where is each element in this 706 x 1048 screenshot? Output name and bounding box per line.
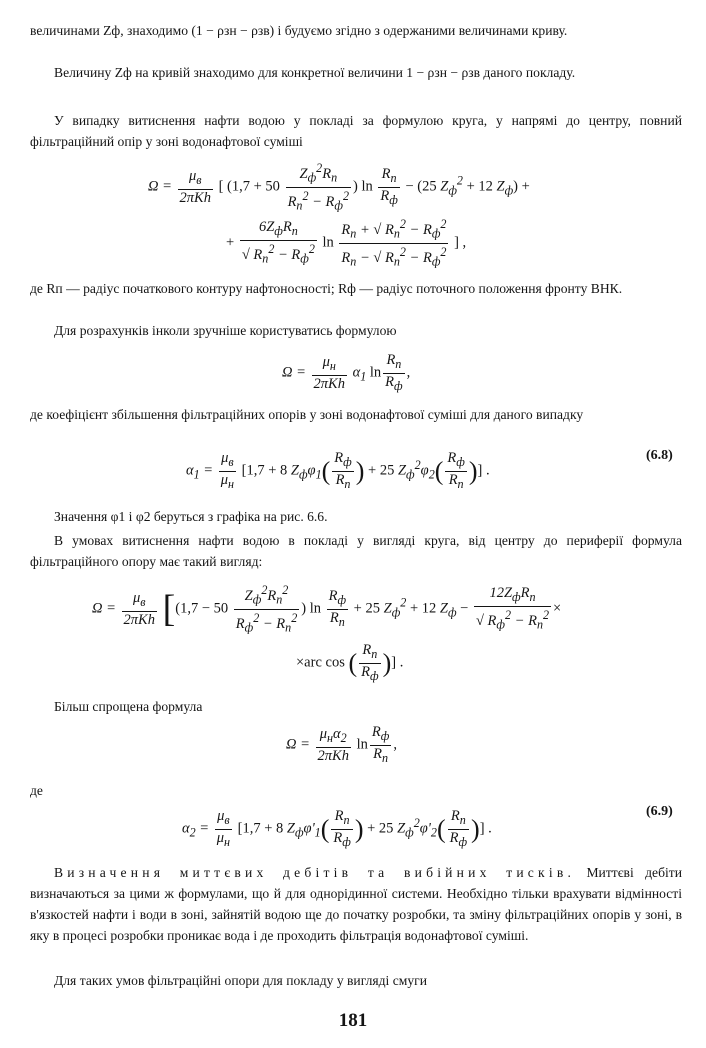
paragraph-instant-rates bbox=[30, 862, 682, 946]
section-heading-instant-rates: Визначення миттєвих дебітів та вибійних тисків. bbox=[54, 865, 576, 880]
equation-number-6-8: (6.8) bbox=[646, 448, 673, 463]
paragraph-zf-value: Величину Zф на кривій знаходимо для конкретної величини 1 − ρзн − ρзв даного покладу. bbox=[54, 65, 576, 80]
equation-omega-alpha2: Ω = $\frac{\mu_н\alpha_2}{\text{2πKh}}$ ln $\frac{R_ф}{R_п}$ , bbox=[286, 724, 397, 765]
paragraph-where: де bbox=[30, 783, 43, 798]
paragraph-instant-rates-body: Миттєві дебіти визначаються за цими ж формулами, що й для однорідинної системи. Необхідно тільки врахувати відмінності в'язкостей нафти і води в зоні, зайнятій водою ще до початку розробки, та зміну фільтраційних опорів у зоні, в яку в процесі розробки проникає вода і де проходить фільтрація водонафтової суміші. bbox=[30, 865, 682, 943]
paragraph-radius-definitions: де Rп — радіус початкового контуру нафтоносності; Rф — радіус поточного положення фронту ВНК. bbox=[30, 281, 623, 296]
equation-omega-simplified: Ω = $\frac{\mu_н}{\text{2πKh}}$ $\alpha_1$ ln $\frac{R_п}{R_ф}$ , bbox=[282, 352, 411, 393]
equation-alpha1: $\alpha_1$ = $\frac{\mu_в}{\mu_н}$ [1,7 + 8 $Z_ф\varphi_1$( $\frac{R_ф}{R_п}$ ) + 25 $Z_ф^2\varphi_2$( $\frac{R_ф}{R_п}$ )] . bbox=[186, 450, 490, 491]
paragraph-strip-deposit: Для таких умов фільтраційні опори для покладу у вигляді смуги bbox=[54, 973, 427, 988]
equation-omega-periphery-line1: Ω = $\frac{\mu_в}{\text{2πKh}}$ [(1,7 − 50 $\frac{Z_ф^2R_п^2}{R_ф^2 - R_п^2}$ ) ln $\frac{R_ф}{R_п}$ + 25 $Z_ф^2 + 12$ $Z_ф$ − $\frac{12Z_фR_п}{√ R_ф^2 - R_п^2}$ × bbox=[92, 583, 562, 635]
equation-number-6-9: (6.9) bbox=[646, 804, 673, 819]
paragraph-circle-displacement: У випадку витиснення нафти водою у покладі за формулою круга, у напрямі до центру, повний фільтраційний опір у зоні водонафтової суміші bbox=[30, 113, 682, 149]
page-number: 181 bbox=[338, 1010, 368, 1031]
paragraph-phi-values: Значення φ1 і φ2 беруться з графіка на рис. 6.6. bbox=[54, 509, 328, 524]
paragraph-coefficient: де коефіцієнт збільшення фільтраційних опорів у зоні водонафтової суміші для даного випадку bbox=[30, 407, 584, 422]
equation-omega-circle-line1: Ω = $\frac{\mu_в}{\text{2πKh}}$ [ (1,7 + 50 $\frac{Z_ф^2R_п}{R_п^2 - R_ф^2}$ ) ln $\frac{R_п}{R_ф}$ − (25 $Z_ф^2 + 12$ $Z_ф$) + bbox=[148, 161, 530, 213]
equation-omega-circle-line2: + $\frac{6Z_фR_п}{√ R_п^2 - R_ф^2}$ ln $\frac{R_п + √ R_п^2 - R_ф^2}{R_п - √ R_п^2 - R_ф^2}$ ] , bbox=[226, 217, 467, 269]
equation-omega-periphery-line2: ×arc cos ( $\frac{R_п}{R_ф}$ )] . bbox=[296, 642, 404, 683]
equation-alpha2: $\alpha_2$ = $\frac{\mu_в}{\mu_н}$ [1,7 + 8 $Z_ф\varphi'_1$( $\frac{R_п}{R_ф}$ ) + 25 $Z_ф^2\varphi'_2$( $\frac{R_п}{R_ф}$ )] . bbox=[182, 808, 492, 849]
paragraph-convenient-formula: Для розрахунків інколи зручніше користуватись формулою bbox=[54, 323, 397, 338]
paragraph-continuation: величинами Zф, знаходимо (1 − ρзн − ρзв) і будуємо згідно з одержаними величинами криву. bbox=[30, 23, 568, 38]
paragraph-simplified: Більш спрощена формула bbox=[54, 699, 203, 714]
paragraph-periphery-formula: В умовах витиснення нафти водою в покладі у вигляді круга, від центру до периферії формула фільтраційного опору має такий вигляд: bbox=[30, 533, 682, 569]
